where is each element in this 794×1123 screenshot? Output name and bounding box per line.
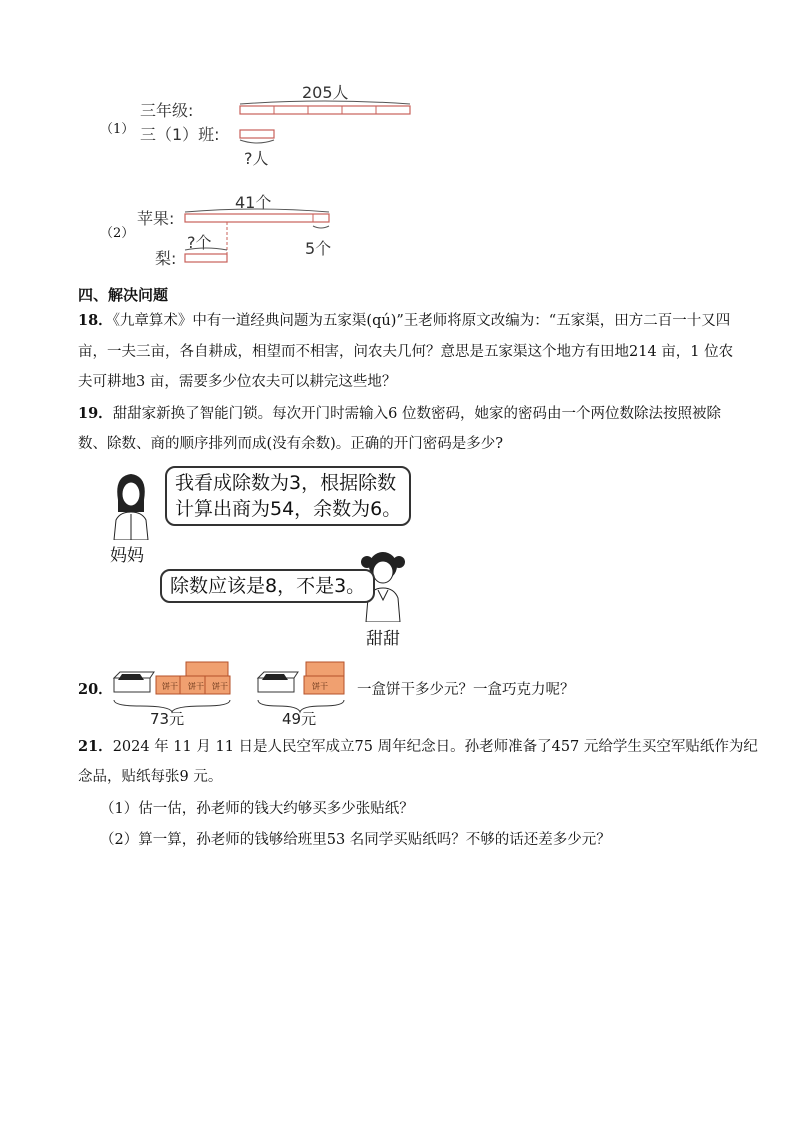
diagram-1-total-label: 205人 <box>302 83 349 102</box>
mom-figure <box>108 470 154 540</box>
mom-speech-line2: 计算出商为54，余数为6。 <box>175 498 402 520</box>
diagram-2-row2-label: 梨: <box>155 249 177 268</box>
biscuit-boxes-1 <box>156 662 230 694</box>
diagram-1-class-brace <box>240 140 274 143</box>
chocolate-box-2 <box>258 672 298 692</box>
q19-number: 19． <box>78 405 113 422</box>
q20-illustration <box>110 660 350 728</box>
diagram-2-total-label: 41个 <box>235 193 272 212</box>
q21-line2: 念品，贴纸每张9 元。 <box>78 769 223 785</box>
diagram-2-bar-pear <box>185 254 227 262</box>
diagram-1-bar-total <box>240 106 410 114</box>
q18-line2: 亩，一夫三亩，各自耕成，相望而不相害，问农夫几何？意思是五家渠这个地方有田地214 亩，1 位农 <box>78 344 734 360</box>
diagram-1-total-brace <box>240 101 410 104</box>
q20-number: 20． <box>78 681 113 698</box>
diagram-1-bar-class <box>240 130 274 138</box>
svg-text:饼干: 饼干 <box>312 682 328 691</box>
chocolate-box-1 <box>114 672 154 692</box>
q19-line1: 19．甜甜家新换了智能门锁。每次开门时需输入6 位数密码，她家的密码由一个两位数除法按照被除 <box>78 405 722 422</box>
diagram-2-unknown-label: ?个 <box>187 233 212 252</box>
girl-name: 甜甜 <box>366 629 400 649</box>
q18-line3: 夫可耕地3 亩，需要多少位农夫可以耕完这些地？ <box>78 374 397 390</box>
q18-number: 18． <box>78 312 113 329</box>
diagram-1-row1-label: 三年级: <box>140 101 194 120</box>
mom-name: 妈妈 <box>110 546 144 566</box>
svg-text:饼干: 饼干 <box>162 682 178 691</box>
mom-speech-line1: 我看成除数为3，根据除数 <box>175 472 397 494</box>
diagram-2-diff-brace <box>313 226 329 228</box>
mom-speech-bubble <box>165 466 411 526</box>
q20-price-1: 73元 <box>150 710 185 728</box>
q21-sub1: （1）估一估，孙老师的钱大约够买多少张贴纸？ <box>100 801 414 817</box>
diagram-2-svg <box>135 190 345 270</box>
q19-line2: 数、除数、商的顺序排列而成(没有余数)。正确的开门密码是多少? <box>78 436 504 452</box>
girl-speech-text: 除数应该是8，不是3。 <box>170 575 366 597</box>
diagram-1-unknown-label: ?人 <box>244 149 269 168</box>
q21-line1: 21．2024 年 11 月 11 日是人民空军成立75 周年纪念日。孙老师准备了457 元给学生买空军贴纸作为纪 <box>78 738 758 755</box>
girl-speech-bubble <box>160 569 375 603</box>
q18-line1: 18．《九章算术》中有一道经典问题为五家渠(qú)”王老师将原文改编为：“五家渠，田方二百一十又四 <box>78 312 731 329</box>
svg-text:饼干: 饼干 <box>188 682 204 691</box>
diagram-1-row2-label: 三（1）班: <box>140 125 220 144</box>
diagram-2-part-label: （2） <box>100 226 135 241</box>
section-title: 四、解决问题 <box>78 286 169 304</box>
diagram-2-bar-apple <box>185 214 329 222</box>
q20-price-2: 49元 <box>282 710 317 728</box>
diagram-2-diff-label: 5个 <box>305 239 332 258</box>
diagram-2-row1-label: 苹果: <box>137 209 175 228</box>
diagram-1-part-label: （1） <box>100 122 135 137</box>
diagram-1-svg <box>140 82 430 172</box>
q21-number: 21． <box>78 738 113 755</box>
biscuit-box-2 <box>304 662 344 694</box>
q20-question: 一盒饼干多少元？一盒巧克力呢？ <box>357 682 575 698</box>
svg-text:饼干: 饼干 <box>212 682 228 691</box>
q21-sub2: （2）算一算，孙老师的钱够给班里53 名同学买贴纸吗？不够的话还差多少元？ <box>100 832 611 848</box>
